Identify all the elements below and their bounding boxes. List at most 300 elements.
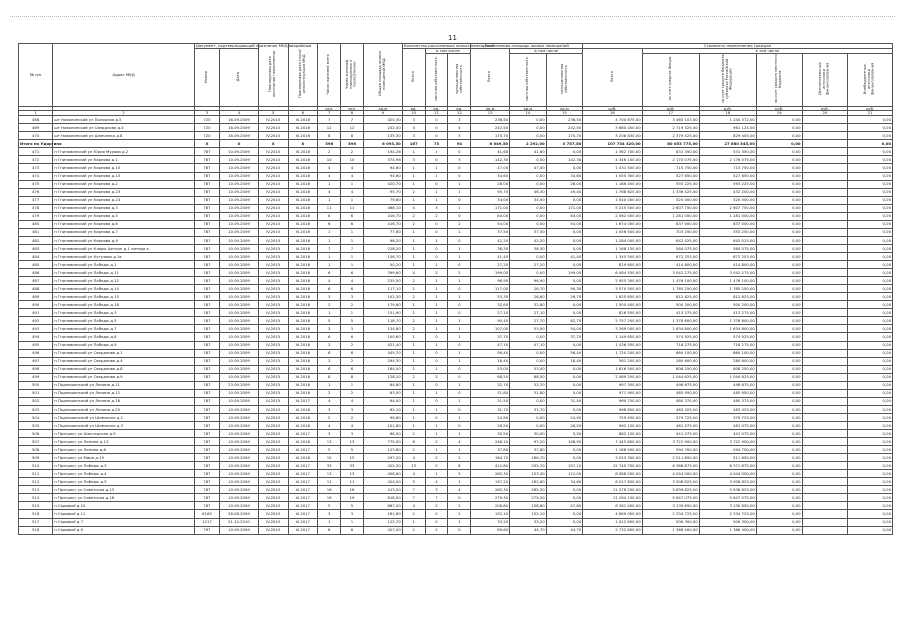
cell-e1 [802, 518, 848, 526]
cell-c: 2 [402, 220, 425, 228]
cell-loc: 0,00 [756, 204, 802, 212]
column-number-13: 13 [471, 111, 510, 116]
cell-r: 6 [318, 349, 341, 357]
cell-c: 7 [402, 486, 425, 494]
cell-date: 10.09.2009 [220, 196, 259, 204]
cell-subj: 481 075,00 [699, 421, 756, 429]
table-row [19, 244, 893, 252]
cell-ap: 0,00 [510, 333, 547, 341]
column-number-19: 19 [756, 111, 802, 116]
header-area: Расселяемая площадь жилых помещений [471, 44, 583, 49]
cell-a: 84,00 [471, 212, 510, 220]
cell-cp: 1 [425, 164, 448, 172]
cell-e1 [802, 220, 848, 228]
cell-a: 6 049,50 [471, 140, 510, 148]
cell-cp: 1 [425, 405, 448, 413]
table-row [19, 204, 893, 212]
cell-subj: 527 650,00 [699, 172, 756, 180]
cell-c: 1 [402, 349, 425, 357]
cell-e2: 0,00 [848, 430, 893, 438]
cell-c: 1 [402, 301, 425, 309]
cell-r: 2 [318, 301, 341, 309]
cell-e1 [802, 116, 848, 124]
table-row [19, 164, 893, 172]
unit-cell-11: ед. [425, 106, 448, 111]
cell-no: 479 [19, 212, 53, 220]
cell-ap: 0,00 [510, 220, 547, 228]
cell-a: 42,20 [471, 236, 510, 244]
cell-e1 [802, 349, 848, 357]
cell-addr: п Подпешенский ул Ленина д.12 [53, 389, 195, 397]
cell-cp: 1 [425, 309, 448, 317]
cell-c: 1 [402, 381, 425, 389]
cell-num: 787 [194, 462, 219, 470]
cell-rp: 4 [341, 421, 364, 429]
cell-r: 3 [318, 293, 341, 301]
header-cost-extra-local: Внебюджетные источники финансирования [848, 53, 893, 106]
cell-subj: 2 607 750,00 [699, 204, 756, 212]
cell-rp: 33 [341, 462, 364, 470]
cell-cp: 5 [425, 462, 448, 470]
cell-am: 62,70 [546, 317, 583, 325]
cell-e2: 0,00 [848, 293, 893, 301]
cell-fund: 520 000,00 [642, 196, 699, 204]
cell-loc: 0,00 [756, 220, 802, 228]
cell-a: 37,70 [471, 333, 510, 341]
cell-num: 787 [194, 430, 219, 438]
cell-loc: 0,00 [756, 196, 802, 204]
cell-subj: 506 300,00 [699, 518, 756, 526]
cell-a: 142,30 [471, 156, 510, 164]
cell-a: 47,00 [471, 164, 510, 172]
table-row [19, 325, 893, 333]
cell-num: 787 [194, 269, 219, 277]
cell-num: X [194, 140, 219, 148]
header-cost-subject: за счет средств бюджета субъекта Российской Федерации [699, 53, 756, 106]
cell-am: 34,60 [546, 172, 583, 180]
cell-no: 483 [19, 244, 53, 252]
cell-r: 6 [318, 269, 341, 277]
cell-demo: III.2017 [288, 494, 318, 502]
cell-ap: 153,40 [510, 470, 547, 478]
cell-c: 1 [402, 164, 425, 172]
cell-num: 787 [194, 494, 219, 502]
cell-cost: 2 089 250,00 [583, 373, 642, 381]
table-row [19, 430, 893, 438]
cell-area: 122,70 [363, 518, 402, 526]
cell-cost: 1 055 300,00 [583, 172, 642, 180]
unit-cell-10: ед. [402, 106, 425, 111]
cell-fund: 2 607 750,00 [642, 204, 699, 212]
cell-loc: 0,00 [756, 438, 802, 446]
cell-r: 2 [318, 413, 341, 421]
cell-num: 1217 [194, 518, 219, 526]
cell-loc: 0,00 [756, 349, 802, 357]
cell-area: 123,80 [363, 446, 402, 454]
cell-no: 495 [19, 341, 53, 349]
cell-demo: III.2016 [288, 124, 318, 132]
cell-r: 2 [318, 341, 341, 349]
header-cost-total: Всего [583, 48, 642, 106]
cell-cm: 1 [448, 188, 471, 196]
cell-fund: 642 025,00 [642, 236, 699, 244]
cell-ap: 44,70 [510, 526, 547, 534]
cell-e2: 0,00 [848, 381, 893, 389]
cell-rp: 2 [341, 389, 364, 397]
cell-plan: IV.2015 [258, 333, 288, 341]
cell-a: 53,00 [471, 365, 510, 373]
cell-loc: 0,00 [756, 236, 802, 244]
cell-cp: 0 [425, 252, 448, 260]
cell-subj: 1 634 800,00 [699, 325, 756, 333]
cell-fund: 3 460 103,00 [642, 116, 699, 124]
cell-am: 3 757,50 [546, 140, 583, 148]
cell-loc: 0,00 [756, 518, 802, 526]
cell-e1 [802, 124, 848, 132]
cell-ap: 0,00 [510, 124, 547, 132]
cell-num: 787 [194, 446, 219, 454]
cell-e1 [802, 244, 848, 252]
cell-a: 54,00 [471, 220, 510, 228]
cell-e1 [802, 252, 848, 260]
cell-fund: 703 250,00 [642, 228, 699, 236]
cell-c: 1 [402, 518, 425, 526]
cell-demo: III.2016 [288, 405, 318, 413]
cell-r: 7 [318, 244, 341, 252]
cell-no: 475 [19, 180, 53, 188]
cell-cost: 962 150,00 [583, 421, 642, 429]
unit-cell-14: кв.м [510, 106, 547, 111]
cell-addr: п Гниловинский ул Карпова д.2 [53, 180, 195, 188]
cell-demo: III.2016 [288, 228, 318, 236]
cell-area: 118,70 [363, 317, 402, 325]
cell-cost: 1 040 000,00 [583, 196, 642, 204]
cell-cm: 0 [448, 301, 471, 309]
table-row [19, 478, 893, 486]
cell-area: 420,70 [363, 180, 402, 188]
cell-loc: 0,00 [756, 156, 802, 164]
cell-e2: 0,00 [848, 389, 893, 397]
cell-ap: 0,00 [510, 116, 547, 124]
table-row [19, 309, 893, 317]
cell-r: 1 [318, 228, 341, 236]
cell-demo: III.2017 [288, 526, 318, 534]
cell-loc: 0,00 [756, 470, 802, 478]
cell-date: 16.09.2009 [220, 116, 259, 124]
cell-date: 10.09.2009 [220, 438, 259, 446]
cell-cp: 1 [425, 236, 448, 244]
cell-plan: IV.2015 [258, 494, 288, 502]
cell-cm: 4 [448, 486, 471, 494]
cell-demo: III.2016 [288, 164, 318, 172]
cell-cm: 1 [448, 397, 471, 405]
cell-plan: X [258, 140, 288, 148]
table-row [19, 349, 893, 357]
cell-loc: 0,00 [756, 381, 802, 389]
cell-cm: 0 [448, 285, 471, 293]
cell-r: 4 [318, 397, 341, 405]
cell-cp: 2 [425, 373, 448, 381]
cell-addr: п Прогресс ул Победы д.4 [53, 470, 195, 478]
cell-c: 1 [402, 405, 425, 413]
cell-fund: 2 170 075,00 [642, 156, 699, 164]
cell-no: 506 [19, 430, 53, 438]
cell-fund: 483 425,00 [642, 405, 699, 413]
cell-num: 797 [194, 526, 219, 534]
cell-num: 787 [194, 261, 219, 269]
cell-addr: п Прогресс ул Мира д.19 [53, 454, 195, 462]
cell-area: 181,60 [363, 510, 402, 518]
cell-subj: 672 253,00 [699, 252, 756, 260]
cell-c: 2 [402, 373, 425, 381]
cell-addr: п Гниловинский ул Победы д.5 [53, 317, 195, 325]
cell-num: 787 [194, 236, 219, 244]
cell-num: 787 [194, 333, 219, 341]
cell-subj: 4 044 000,00 [699, 470, 756, 478]
cell-subj: 3 130 650,00 [699, 502, 756, 510]
cell-e2: 0,00 [848, 156, 893, 164]
cell-e2: 0,00 [848, 405, 893, 413]
cell-cm: 1 [448, 252, 471, 260]
cell-ap: 68,50 [510, 373, 547, 381]
cell-addr: п Подпешенский ул Шевченко д.1 [53, 413, 195, 421]
cell-a: 265,30 [471, 486, 510, 494]
cell-e2: 0,00 [848, 188, 893, 196]
cell-cm: 1 [448, 325, 471, 333]
cell-cost: 1 625 650,00 [583, 293, 642, 301]
cell-cm: 0 [448, 261, 471, 269]
cell-fund: 1 476 100,00 [642, 277, 699, 285]
table-row [19, 156, 893, 164]
cell-cm: 0 [448, 341, 471, 349]
cell-cp: 1 [425, 430, 448, 438]
cell-rp: 6 [341, 212, 364, 220]
cell-r: 7 [318, 116, 341, 124]
cell-fund: 5 647 075,00 [642, 494, 699, 502]
cell-no: 511 [19, 470, 53, 478]
cell-c: 1 [402, 180, 425, 188]
resettlement-table [18, 43, 893, 535]
cell-r: 5 [318, 317, 341, 325]
cell-area: 100,60 [363, 333, 402, 341]
cell-date: 10.09.2009 [220, 293, 259, 301]
cell-e1 [802, 204, 848, 212]
cell-addr: п Гниловинский ул Победы д.14 [53, 285, 195, 293]
cell-cm: 0 [448, 164, 471, 172]
cell-rp: 1 [341, 228, 364, 236]
column-number-8: 8 [341, 111, 364, 116]
cell-cost: 1 149 850,00 [583, 333, 642, 341]
cell-cm: 1 [448, 446, 471, 454]
cell-demo: III.2016 [288, 341, 318, 349]
cell-loc: 0,00 [756, 478, 802, 486]
cell-subj: 1 044 625,00 [699, 373, 756, 381]
cell-addr: п Гниловинский ул Победы д.1 [53, 261, 195, 269]
cell-demo: III.2016 [288, 309, 318, 317]
cell-cp: 73 [425, 140, 448, 148]
cell-cost: 1 000 400,00 [583, 301, 642, 309]
cell-ap: 47,10 [510, 341, 547, 349]
cell-r: 5 [318, 502, 341, 510]
cell-subj: 1 281 000,00 [699, 212, 756, 220]
cell-addr: п Гниловинский ул Карпова д.13 [53, 172, 195, 180]
cell-r: 8 [318, 132, 341, 140]
cell-e1 [802, 446, 848, 454]
cell-cp: 3 [425, 204, 448, 212]
cell-area: 79,80 [363, 196, 402, 204]
cell-loc: 0,00 [756, 325, 802, 333]
cell-c: 1 [402, 413, 425, 421]
cell-ap: 37,50 [510, 228, 547, 236]
cell-cm: 1 [448, 478, 471, 486]
cell-r: 1 [318, 381, 341, 389]
cell-cost: 4 700 675,00 [583, 116, 642, 124]
cell-e1 [802, 261, 848, 269]
cell-loc: 0,00 [756, 188, 802, 196]
cell-e1 [802, 478, 848, 486]
cell-ap: 27,20 [510, 261, 547, 269]
cell-a: 24,90 [471, 413, 510, 421]
cell-plan: IV.2015 [258, 204, 288, 212]
unit-cell-18: руб. [699, 106, 756, 111]
cell-addr: п Гниловинский ул Победы д.8 [53, 333, 195, 341]
cell-cost: 107 734 320,00 [583, 140, 642, 148]
cell-plan: IV.2015 [258, 341, 288, 349]
table-row [19, 172, 893, 180]
cell-num: 787 [194, 212, 219, 220]
cell-num: 787 [194, 349, 219, 357]
cell-num: 787 [194, 421, 219, 429]
unit-cell-12: ед. [448, 106, 471, 111]
table-row [19, 285, 893, 293]
cell-c: 2 [402, 430, 425, 438]
cell-area: 98,20 [363, 236, 402, 244]
cell-rp: 13 [341, 470, 364, 478]
cell-loc: 0,00 [756, 502, 802, 510]
cell-loc: 0,00 [756, 244, 802, 252]
cell-am: 0,00 [546, 148, 583, 156]
cell-fund: 715 750,00 [642, 164, 699, 172]
cell-num: 787 [194, 405, 219, 413]
cell-fund: 584 075,00 [642, 244, 699, 252]
cell-no: 477 [19, 196, 53, 204]
cell-a: 265,30 [471, 470, 510, 478]
cell-rp: 6 [341, 220, 364, 228]
cell-addr: п Садовый д.10 [53, 502, 195, 510]
cell-r: 2 [318, 389, 341, 397]
cell-e2: 0,00 [848, 269, 893, 277]
cell-cp: 2 [425, 526, 448, 534]
header-residents-planned: Число жителей, планируемых к переселению [341, 44, 364, 107]
table-row [19, 301, 893, 309]
cell-cm: 1 [448, 357, 471, 365]
cell-date: 10.09.2009 [220, 333, 259, 341]
cell-no: 492 [19, 317, 53, 325]
cell-subj: 6 371 875,00 [699, 462, 756, 470]
cell-cm: 1 [448, 228, 471, 236]
cell-plan: IV.2015 [258, 156, 288, 164]
cell-am: 28,00 [546, 180, 583, 188]
cell-fund: 480 375,00 [642, 397, 699, 405]
cell-demo: III.2016 [288, 421, 318, 429]
cell-ap: 2 292,00 [510, 140, 547, 148]
cell-area: 64,80 [363, 381, 402, 389]
cell-c: 3 [402, 156, 425, 164]
cell-cm: 2 [448, 502, 471, 510]
cell-area: 228,20 [363, 244, 402, 252]
cell-am: 0,00 [546, 341, 583, 349]
cell-num: 787 [194, 244, 219, 252]
cell-subj: 2 334 725,00 [699, 510, 756, 518]
cell-am: 37,70 [546, 333, 583, 341]
cell-cost: 759 450,00 [583, 413, 642, 421]
cell-demo: III.2016 [288, 357, 318, 365]
cell-e2: 0,00 [848, 301, 893, 309]
column-number-12: 12 [448, 111, 471, 116]
cell-area: 374,96 [363, 156, 402, 164]
cell-e1 [802, 341, 848, 349]
cell-cm: 0 [448, 389, 471, 397]
cell-subj: 485 950,00 [699, 389, 756, 397]
cell-rp: 16 [341, 486, 364, 494]
cell-cp: 1 [425, 341, 448, 349]
cell-a: 41,40 [471, 252, 510, 260]
cell-a: 164,70 [471, 454, 510, 462]
cell-addr: п Подпешенский ул Ленина д.11 [53, 381, 195, 389]
cell-cp: 0 [425, 510, 448, 518]
cell-fund: 812 825,00 [642, 293, 699, 301]
cell-cp: 2 [425, 212, 448, 220]
cell-loc: 0,00 [756, 341, 802, 349]
cell-area: 50,20 [363, 261, 402, 269]
cell-c: 3 [402, 116, 425, 124]
cell-fund: 414 800,00 [642, 261, 699, 269]
header-count-in-number: в том числе [425, 48, 471, 53]
cell-demo: III.2017 [288, 486, 318, 494]
cell-c: 2 [402, 446, 425, 454]
cell-num: 787 [194, 277, 219, 285]
cell-fund: 574 925,00 [642, 333, 699, 341]
cell-ap: 27,70 [510, 317, 547, 325]
cell-loc: 0,00 [756, 373, 802, 381]
cell-e1 [802, 333, 848, 341]
cell-date: 21.10.2010 [220, 518, 259, 526]
cell-e1 [802, 301, 848, 309]
cell-loc: 0,00 [756, 454, 802, 462]
cell-a: 68,50 [471, 373, 510, 381]
cell-num: 787 [194, 381, 219, 389]
cell-cost: 1 616 500,00 [583, 365, 642, 373]
cell-loc: 0,00 [756, 430, 802, 438]
cell-cost: 960 750,00 [583, 397, 642, 405]
cell-cost: 8 088 000,00 [583, 470, 642, 478]
cell-r: 10 [318, 156, 341, 164]
cell-c: 2 [402, 317, 425, 325]
cell-am: 236,50 [546, 116, 583, 124]
cell-e1 [802, 510, 848, 518]
cell-date: 23.09.2009 [220, 381, 259, 389]
cell-e1 [802, 140, 848, 148]
cell-addr: п Гниловинский ул Победы д.15 [53, 293, 195, 301]
cell-r: 1 [318, 261, 341, 269]
cell-r: 3 [318, 510, 341, 518]
cell-date: 16.09.2009 [220, 124, 259, 132]
cell-e2: 0,00 [848, 373, 893, 381]
cell-cost: 6 084 550,00 [583, 269, 642, 277]
cell-cp: 1 [425, 421, 448, 429]
cell-cp: 0 [425, 349, 448, 357]
cell-plan: IV.2015 [258, 486, 288, 494]
